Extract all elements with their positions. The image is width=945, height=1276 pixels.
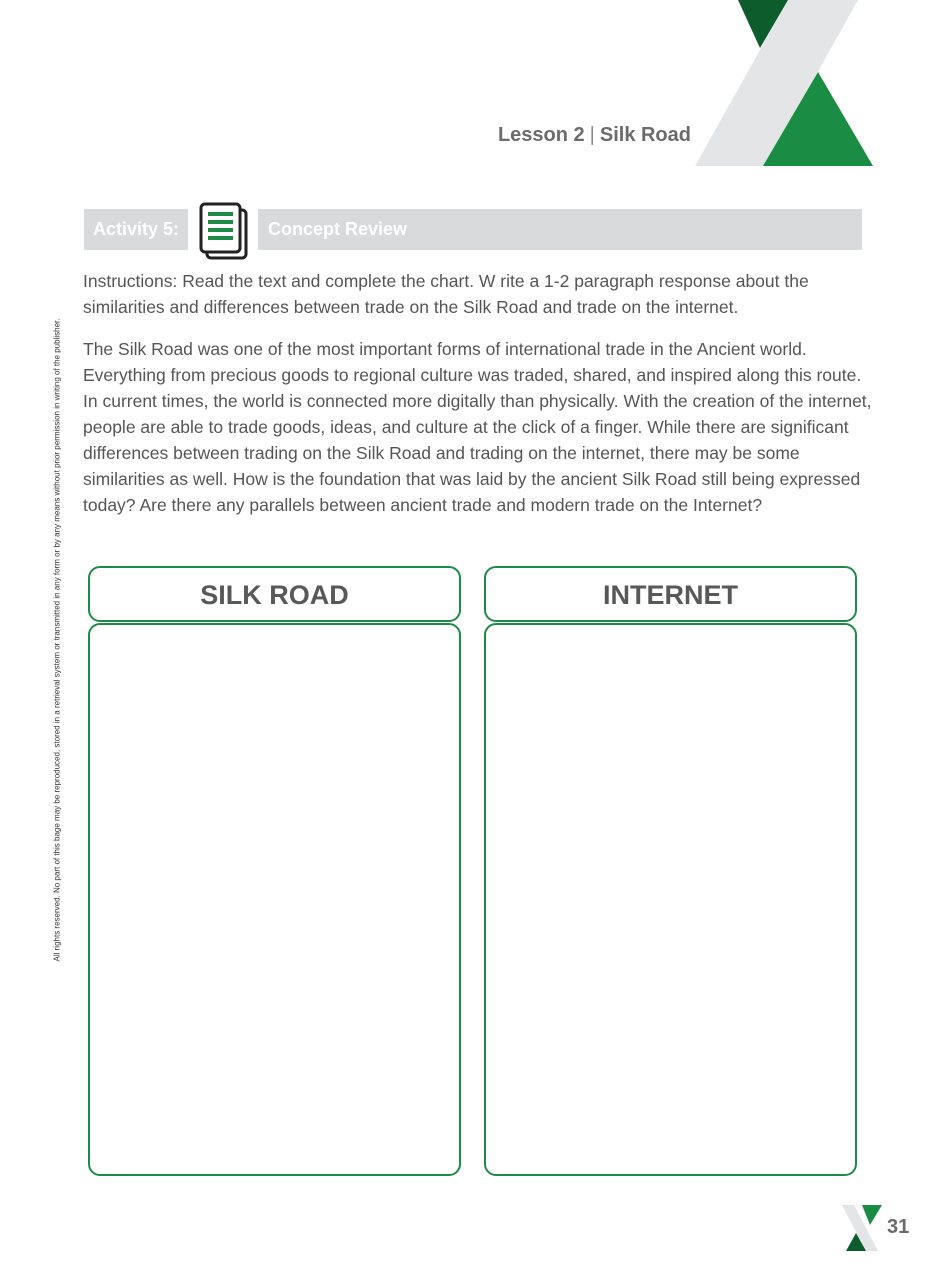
silk-road-column-header: SILK ROAD xyxy=(88,566,461,622)
internet-answer-box[interactable] xyxy=(484,623,857,1176)
instructions-text: Instructions: Read the text and complete the chart. W rite a 1-2 paragraph response about the similarities and differences between trade on the Silk Road and trade on the internet. xyxy=(83,271,809,317)
activity-title-bar: Concept Review xyxy=(258,209,862,250)
lesson-topic: Silk Road xyxy=(599,124,691,146)
corner-logo xyxy=(690,0,880,170)
footer-logo xyxy=(840,1205,884,1251)
internet-column-header: INTERNET xyxy=(484,566,857,622)
copyright-notice: All rights reserved. No part of this bage may be reproduced, stored in a retrieval system or transmitted in any form or by any means without prior permission in writing of the publisher. xyxy=(52,318,62,962)
activity-label: Activity 5: xyxy=(84,209,188,250)
reading-passage: The Silk Road was one of the most important forms of international trade in the Ancient world. Everything from precious goods to regional culture was traded, shared, and inspired along this route. In current times, the world is connected more digitally than physically. With the creation of the internet, people are able to trade goods, ideas, and culture at the click of a finger. While there are significant differences between trading on the Silk Road and trading on the internet, there may be some similarities as well. How is the foundation that was laid by the ancient Silk Road still being expressed today? Are there any parallels between ancient trade and modern trade on the Internet? xyxy=(83,339,872,515)
lesson-header xyxy=(498,124,691,147)
silk-road-answer-box[interactable] xyxy=(88,623,461,1176)
document-icon xyxy=(198,202,250,260)
header-separator: | xyxy=(589,124,595,146)
page-number: 31 xyxy=(887,1216,910,1238)
lesson-number: Lesson 2 xyxy=(497,124,585,146)
